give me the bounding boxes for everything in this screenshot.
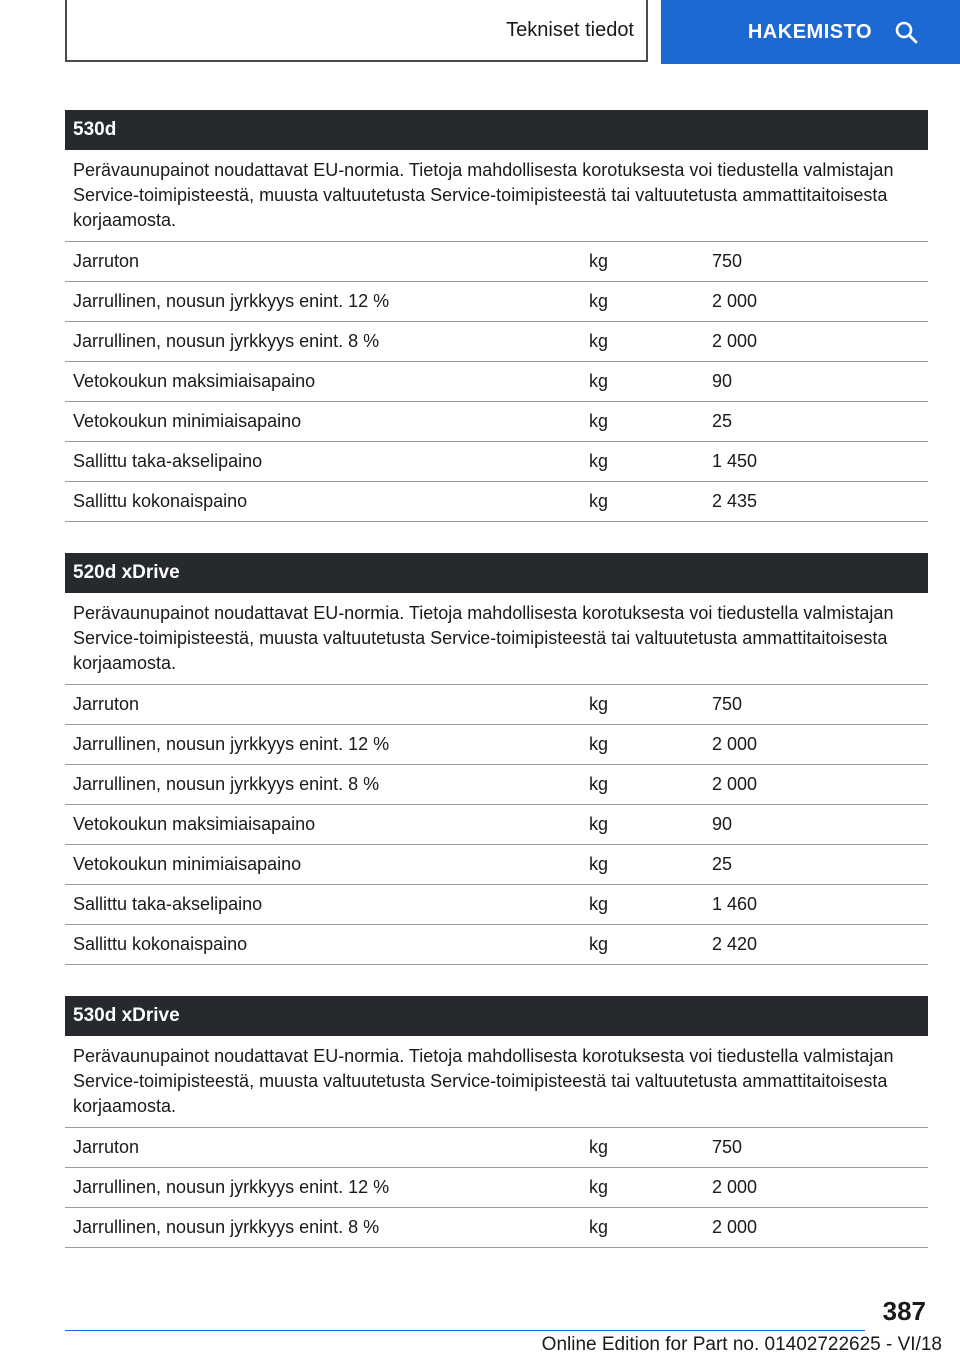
edition-footer: Online Edition for Part no. 01402722625 - VI/18 — [541, 1334, 942, 1355]
index-label: HAKEMISTO — [747, 20, 872, 43]
page-content — [65, 110, 928, 1279]
row-label: Jarruton — [73, 1137, 140, 1157]
table-row — [65, 402, 928, 442]
row-label: Jarrullinen, nousun jyrkkyys enint. 8 % — [73, 774, 380, 794]
row-value: 2 420 — [712, 934, 758, 954]
section-title: 520d xDrive — [65, 553, 928, 593]
row-value: 2 000 — [712, 1217, 758, 1237]
table-row — [65, 282, 928, 322]
table-row — [65, 242, 928, 282]
row-label: Jarrullinen, nousun jyrkkyys enint. 8 % — [73, 331, 380, 351]
table-row — [65, 685, 928, 725]
row-value: 2 000 — [712, 1177, 758, 1197]
row-value: 2 000 — [712, 331, 758, 351]
row-label: Vetokoukun minimiaisapaino — [73, 854, 302, 874]
row-value: 25 — [712, 411, 733, 431]
row-unit: kg — [589, 894, 609, 914]
row-label: Jarrullinen, nousun jyrkkyys enint. 12 % — [73, 734, 390, 754]
table-row — [65, 1208, 928, 1248]
section-title: 530d — [65, 110, 928, 150]
footer-divider — [65, 1330, 865, 1331]
table-row — [65, 805, 928, 845]
index-button[interactable] — [661, 0, 960, 64]
row-unit: kg — [589, 694, 609, 714]
table-row — [65, 885, 928, 925]
spec-section-520d-xdrive — [65, 553, 928, 965]
table-row — [65, 845, 928, 885]
row-value: 25 — [712, 854, 733, 874]
section-description: Perävaunupainot noudattavat EU-normia. Tietoja mahdollisesta korotuksesta voi tiedustella valmistajan Service-toimipisteestä, muusta valtuutetusta Service-toimipisteestä tai valtuutetusta ammattitaitoisesta korjaamosta. — [65, 593, 928, 685]
row-unit: kg — [589, 411, 609, 431]
row-label: Sallittu taka-akselipaino — [73, 894, 263, 914]
row-label: Jarrullinen, nousun jyrkkyys enint. 12 % — [73, 291, 390, 311]
table-row — [65, 725, 928, 765]
table-row — [65, 482, 928, 522]
row-value: 2 000 — [712, 774, 758, 794]
section-description: Perävaunupainot noudattavat EU-normia. Tietoja mahdollisesta korotuksesta voi tiedustella valmistajan Service-toimipisteestä, muusta valtuutetusta Service-toimipisteestä tai valtuutetusta ammattitaitoisesta korjaamosta. — [65, 1036, 928, 1128]
table-row — [65, 362, 928, 402]
row-unit: kg — [589, 854, 609, 874]
search-icon — [894, 20, 918, 44]
row-value: 750 — [712, 1137, 743, 1157]
row-value: 2 435 — [712, 491, 758, 511]
row-unit: kg — [589, 451, 609, 471]
row-label: Sallittu taka-akselipaino — [73, 451, 263, 471]
row-value: 1 450 — [712, 451, 758, 471]
row-unit: kg — [589, 734, 609, 754]
spec-section-530d — [65, 110, 928, 522]
row-value: 2 000 — [712, 291, 758, 311]
row-label: Jarrullinen, nousun jyrkkyys enint. 12 % — [73, 1177, 390, 1197]
table-row — [65, 765, 928, 805]
section-title: 530d xDrive — [65, 996, 928, 1036]
row-label: Jarruton — [73, 694, 140, 714]
row-value: 90 — [712, 371, 733, 391]
table-row — [65, 1168, 928, 1208]
table-row — [65, 442, 928, 482]
section-description: Perävaunupainot noudattavat EU-normia. Tietoja mahdollisesta korotuksesta voi tiedustella valmistajan Service-toimipisteestä, muusta valtuutetusta Service-toimipisteestä tai valtuutetusta ammattitaitoisesta korjaamosta. — [65, 150, 928, 242]
row-label: Vetokoukun minimiaisapaino — [73, 411, 302, 431]
row-unit: kg — [589, 291, 609, 311]
chapter-tab[interactable] — [65, 0, 648, 62]
chapter-title: Tekniset tiedot — [506, 18, 634, 41]
row-unit: kg — [589, 251, 609, 271]
row-label: Vetokoukun maksimiaisapaino — [73, 814, 316, 834]
row-unit: kg — [589, 934, 609, 954]
row-label: Jarrullinen, nousun jyrkkyys enint. 8 % — [73, 1217, 380, 1237]
spec-section-530d-xdrive — [65, 996, 928, 1248]
row-label: Jarruton — [73, 251, 140, 271]
row-unit: kg — [589, 1137, 609, 1157]
table-row — [65, 1128, 928, 1168]
table-row — [65, 925, 928, 965]
row-unit: kg — [589, 774, 609, 794]
row-value: 90 — [712, 814, 733, 834]
row-label: Sallittu kokonaispaino — [73, 491, 248, 511]
row-value: 750 — [712, 694, 743, 714]
row-value: 1 460 — [712, 894, 758, 914]
page-number: 387 — [882, 1296, 926, 1326]
row-unit: kg — [589, 1177, 609, 1197]
row-unit: kg — [589, 371, 609, 391]
row-unit: kg — [589, 491, 609, 511]
row-unit: kg — [589, 331, 609, 351]
table-row — [65, 322, 928, 362]
row-label: Sallittu kokonaispaino — [73, 934, 248, 954]
row-value: 750 — [712, 251, 743, 271]
row-unit: kg — [589, 1217, 609, 1237]
row-label: Vetokoukun maksimiaisapaino — [73, 371, 316, 391]
row-value: 2 000 — [712, 734, 758, 754]
row-unit: kg — [589, 814, 609, 834]
